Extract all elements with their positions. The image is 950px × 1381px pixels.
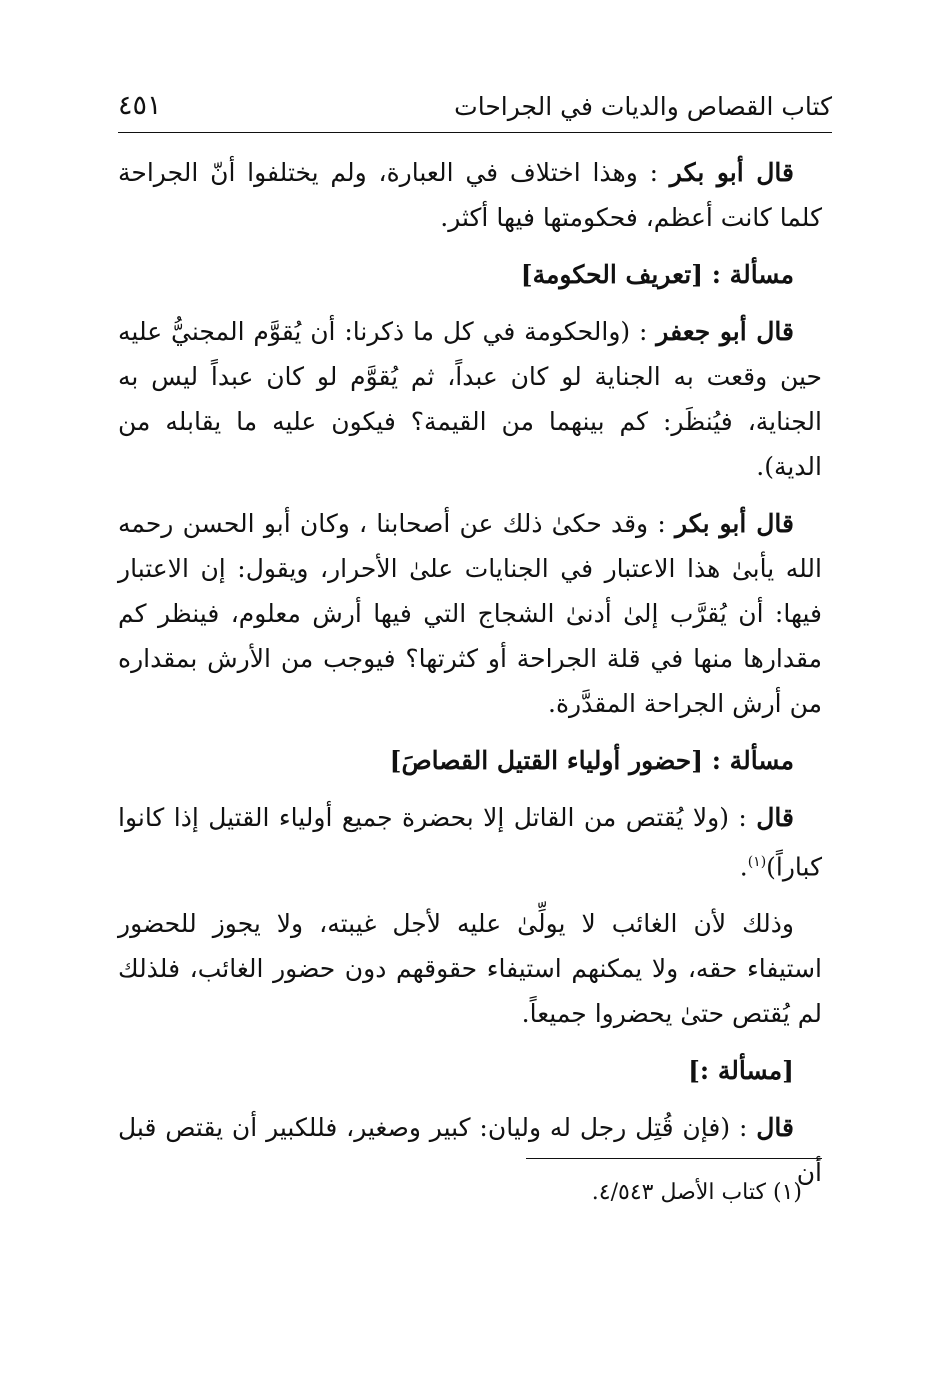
speaker-label: قال أبو بكر xyxy=(674,509,794,538)
speaker-label: قال أبو بكر xyxy=(669,158,794,187)
footnote: (١) كتاب الأصل ٤/٥٤٣. xyxy=(591,1180,802,1205)
paragraph-text: : وهذا اختلاف في العبارة، ولم يختلفوا أنّ الجراحة كلما كانت أعظم، فحكومتها فيها أكثر. xyxy=(118,158,822,232)
main-text xyxy=(118,150,822,1207)
speaker-label: قال xyxy=(756,803,794,832)
paragraph-text: : (والحكومة في كل ما ذكرنا: أن يُقوَّم المجنيُّ عليه حين وقعت به الجناية لو كان عبداً، ثم يُقوَّم لو كان عبداً ليس به الجناية، فيُنظَر: كم بينهما من القيمة؟ فيكون عليه ما يقابله من الدية). xyxy=(118,317,822,481)
question-heading-1 xyxy=(118,252,822,297)
question-heading-2 xyxy=(118,738,822,783)
question-heading-3: [مسألة :] xyxy=(688,1056,794,1086)
question-title: [تعريف الحكومة] xyxy=(520,260,704,289)
question-label: مسألة : xyxy=(703,260,794,289)
paragraph-text: : (ولا يُقتص من القاتل إلا بحضرة جميع أولياء القتيل إذا كانوا كباراً) xyxy=(118,803,822,882)
paragraph-3 xyxy=(118,501,822,726)
paragraph-1 xyxy=(118,150,822,240)
page-header xyxy=(118,88,832,133)
footnote-divider xyxy=(526,1158,822,1159)
paragraph-text: : وقد حكىٰ ذلك عن أصحابنا ، وكان أبو الحسن رحمه الله يأبىٰ هذا الاعتبار في الجنايات علىٰ الأحرار، ويقول: إن الاعتبار فيها: أن يُقرَّب إلىٰ أدنىٰ الشجاج التي فيها أرش معلوم، فينظر كم مقدارها منها في قلة الجراحة أو كثرتها؟ فيوجب من الأرش بمقداره من أرش الجراحة المقدَّرة. xyxy=(118,509,822,718)
page-number: ٤٥١ xyxy=(118,90,162,121)
paragraph-2 xyxy=(118,309,822,489)
paragraph-4 xyxy=(118,795,822,889)
question-label: مسألة : xyxy=(703,746,794,775)
running-title: كتاب القصاص والديات في الجراحات xyxy=(454,92,832,121)
question-title: [حضور أولياء القتيل القصاصَ] xyxy=(389,746,704,775)
paragraph-text: : (فإن قُتِل رجل له وليان: كبير وصغير، فللكبير أن يقتص قبل أن xyxy=(118,1113,822,1188)
paragraph-end: . xyxy=(739,852,748,882)
footnote-reference: (١) xyxy=(747,854,767,870)
speaker-label: قال xyxy=(756,1113,794,1143)
speaker-label: قال أبو جعفر xyxy=(656,317,794,346)
paragraph-5: وذلك لأن الغائب لا يولِّىٰ عليه لأجل غيبته، ولا يجوز للحضور استيفاء حقه، ولا يمكنهم استيفاء حقوقهم دون حضور الغائب، فلذلك لم يُقتص حتىٰ يحضروا جميعاً. xyxy=(118,909,822,1029)
